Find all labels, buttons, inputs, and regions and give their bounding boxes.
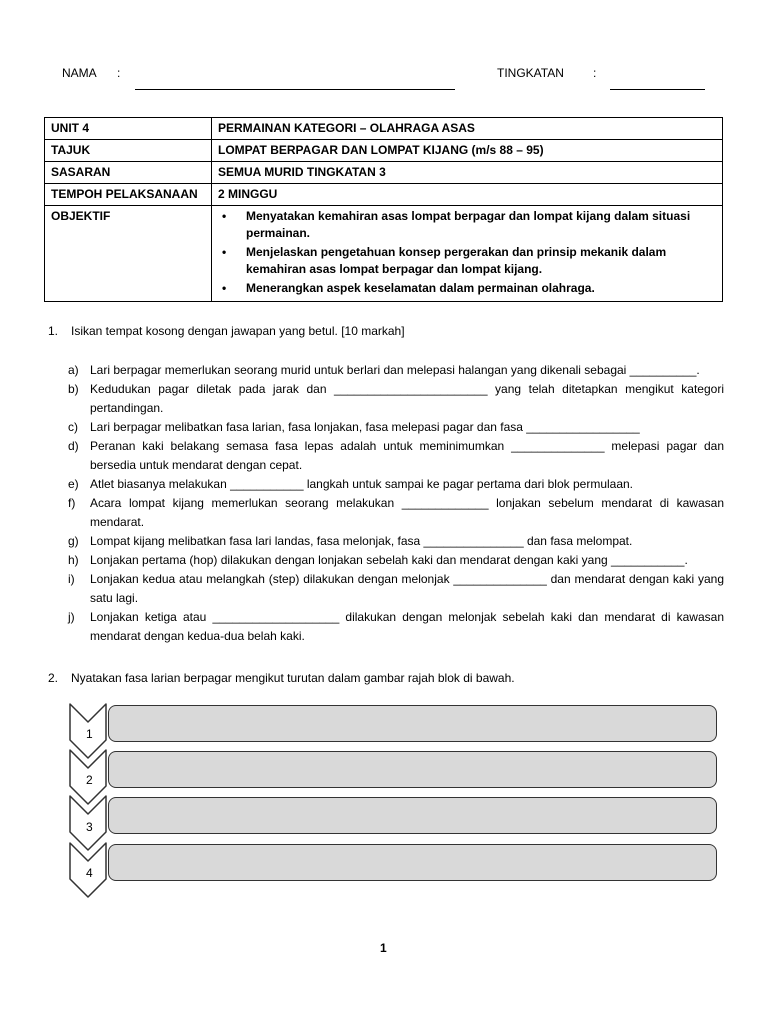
objektif-item: • Menjelaskan pengetahuan konsep pergerakan dan prinsip mekanik dalam kemahiran asas lompat berpagar dan lompat kijang. — [238, 244, 716, 278]
item-label: b) — [68, 382, 79, 396]
item-text: Lonjakan kedua atau melangkah (step) dilakukan dengan melonjak ______________ dan mendarat dengan kaki yang satu lagi. — [90, 572, 724, 605]
item-text: Atlet biasanya melakukan ___________ langkah untuk sampai ke pagar pertama dari blok permulaan. — [90, 477, 634, 491]
q2-text: Nyatakan fasa larian berpagar mengikut turutan dalam gambar rajah blok di bawah. — [71, 671, 515, 685]
table-key: SASARAN — [45, 162, 212, 184]
item-label: h) — [68, 553, 79, 567]
step-number: 3 — [86, 820, 93, 834]
answer-box-2[interactable] — [108, 751, 717, 788]
item-label: g) — [68, 534, 79, 548]
table-row — [45, 206, 723, 302]
list-item — [68, 532, 724, 551]
answer-box-4[interactable] — [108, 844, 717, 881]
page-number: 1 — [380, 941, 387, 955]
q1-text: Isikan tempat kosong dengan jawapan yang betul. [10 markah] — [71, 324, 405, 338]
item-text: Lonjakan pertama (hop) dilakukan dengan lonjakan sebelah kaki dan mendarat dengan kaki yang ___________. — [90, 553, 688, 567]
item-label: f) — [68, 496, 76, 510]
table-key: TAJUK — [45, 140, 212, 162]
info-table — [44, 117, 723, 302]
q2-number: 2. — [48, 671, 59, 685]
table-value: PERMAINAN KATEGORI – OLAHRAGA ASAS — [212, 118, 723, 140]
step-number: 1 — [86, 727, 93, 741]
nama-colon: : — [117, 66, 121, 80]
table-row — [45, 162, 723, 184]
list-item — [68, 494, 724, 532]
item-text: Kedudukan pagar diletak pada jarak dan _______________________ yang telah ditetapkan mengikut kategori pertandingan. — [90, 382, 724, 415]
tingkatan-label: TINGKATAN — [497, 66, 564, 80]
list-item — [68, 361, 724, 380]
list-item — [68, 418, 724, 437]
item-label: c) — [68, 420, 78, 434]
objektif-item: • Menerangkan aspek keselamatan dalam permainan olahraga. — [238, 280, 716, 297]
table-key: UNIT 4 — [45, 118, 212, 140]
table-row — [45, 118, 723, 140]
table-value: 2 MINGGU — [212, 184, 723, 206]
objektif-item: • Menyatakan kemahiran asas lompat berpagar dan lompat kijang dalam situasi permainan. — [238, 208, 716, 242]
q1-items — [68, 361, 724, 646]
q1-number: 1. — [48, 324, 59, 338]
table-row — [45, 140, 723, 162]
list-item — [68, 475, 724, 494]
list-item — [68, 570, 724, 608]
nama-field[interactable] — [135, 89, 455, 90]
answer-box-3[interactable] — [108, 797, 717, 834]
item-text: Peranan kaki belakang semasa fasa lepas adalah untuk meminimumkan ______________ melepasi pagar dan bersedia untuk mendarat dengan cepat. — [90, 439, 724, 472]
table-value: SEMUA MURID TINGKATAN 3 — [212, 162, 723, 184]
table-value: LOMPAT BERPAGAR DAN LOMPAT KIJANG (m/s 88 – 95) — [212, 140, 723, 162]
list-item — [68, 551, 724, 570]
answer-box-1[interactable] — [108, 705, 717, 742]
item-label: d) — [68, 439, 79, 453]
item-label: j) — [68, 610, 75, 624]
objektif-list-cell — [212, 206, 723, 302]
item-label: a) — [68, 363, 79, 377]
nama-label: NAMA — [62, 66, 97, 80]
item-text: Acara lompat kijang memerlukan seorang melakukan _____________ lonjakan sebelum mendarat di kawasan mendarat. — [90, 496, 724, 529]
item-label: i) — [68, 572, 75, 586]
list-item — [68, 380, 724, 418]
table-row — [45, 184, 723, 206]
step-number: 4 — [86, 866, 93, 880]
item-text: Lari berpagar melibatkan fasa larian, fasa lonjakan, fasa melepasi pagar dan fasa _________________ — [90, 420, 640, 434]
objektif-list — [218, 208, 716, 297]
list-item — [68, 437, 724, 475]
item-text: Lari berpagar memerlukan seorang murid untuk berlari dan melepasi halangan yang dikenali sebagai __________. — [90, 363, 700, 377]
list-item — [68, 608, 724, 646]
table-key: TEMPOH PELAKSANAAN — [45, 184, 212, 206]
item-text: Lompat kijang melibatkan fasa lari landas, fasa melonjak, fasa _______________ dan fasa melompat. — [90, 534, 633, 548]
item-label: e) — [68, 477, 79, 491]
tingkatan-field[interactable] — [610, 89, 705, 90]
step-number: 2 — [86, 773, 93, 787]
item-text: Lonjakan ketiga atau ___________________ dilakukan dengan melonjak sebelah kaki dan mendarat di kawasan mendarat dengan kedua-dua belah kaki. — [90, 610, 724, 643]
table-key: OBJEKTIF — [45, 206, 212, 302]
tingkatan-colon: : — [593, 66, 597, 80]
